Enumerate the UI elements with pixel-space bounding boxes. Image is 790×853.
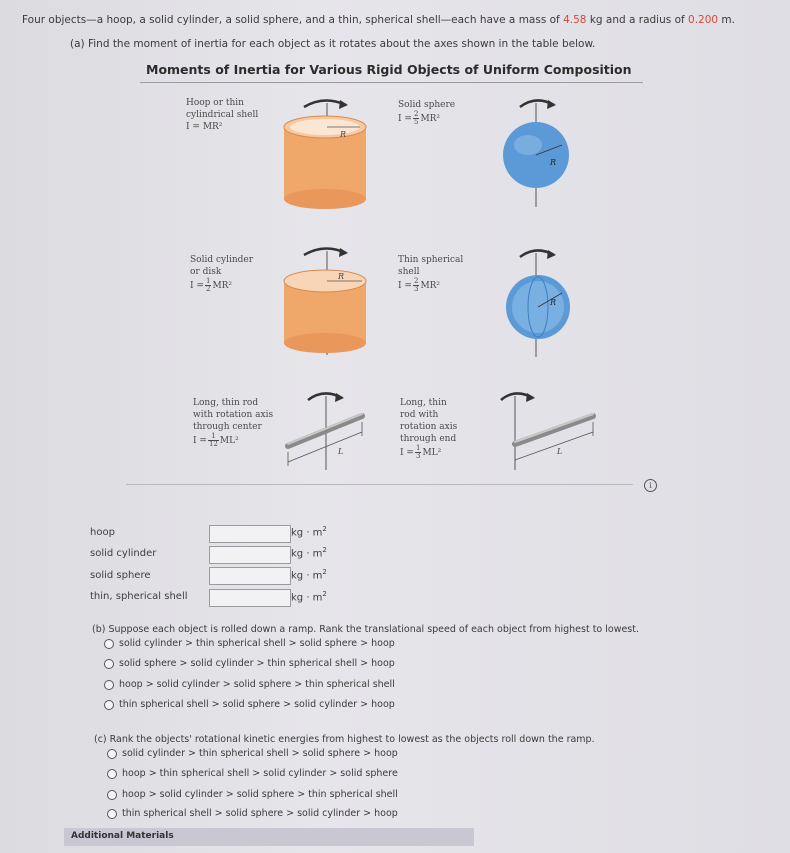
radio-button[interactable] [107, 790, 117, 800]
radio-button[interactable] [107, 809, 117, 819]
part-b-option[interactable]: solid sphere > solid cylinder > thin spherical shell > hoop [104, 658, 395, 669]
additional-materials-label: Additional Materials [71, 831, 174, 841]
hoop-label: hoop [90, 527, 115, 538]
solid-cylinder-label: solid cylinder [90, 548, 157, 559]
solid-cylinder-unit: kg · $m^2$ [291, 546, 327, 560]
part-c-prompt: (c) Rank the objects' rotational kinetic energies from highest to lowest as the objects roll down the ramp. [94, 734, 595, 745]
rod-end-figure [495, 388, 605, 473]
info-icon[interactable]: i [644, 479, 657, 492]
part-c-option[interactable]: solid cylinder > thin spherical shell > solid sphere > hoop [107, 748, 398, 759]
table-separator [126, 484, 633, 485]
additional-materials-bar[interactable] [64, 828, 474, 846]
rod-center-caption: Long, thin rod with rotation axis through center I = $\frac{1}{12}$ ML² [193, 398, 274, 448]
thin-shell-label: thin, spherical shell [90, 591, 188, 602]
rod-end-caption: Long, thin rod with rotation axis through end I = $\frac{1}{3}$ ML² [400, 398, 458, 460]
part-b-prompt: (b) Suppose each object is rolled down a ramp. Rank the translational speed of each object from highest to lowest. [92, 624, 640, 635]
hoop-input[interactable] [209, 525, 291, 543]
hoop-unit: kg · $m^2$ [291, 525, 327, 539]
thin-shell-input[interactable] [209, 589, 291, 607]
thin-shell-unit: kg · $m^2$ [291, 590, 327, 604]
problem-statement: Four objects—a hoop, a solid cylinder, a solid sphere, and a thin, spherical shell—each have a mass of 4.58 kg and a radius of 0.200 m. [22, 14, 735, 26]
svg-text:L: L [338, 447, 344, 456]
svg-text:R: R [340, 130, 347, 139]
radius-value: 0.200 [688, 14, 719, 26]
table-title: Moments of Inertia for Various Rigid Objects of Uniform Composition [146, 62, 632, 77]
part-b-option[interactable]: thin spherical shell > solid sphere > solid cylinder > hoop [104, 699, 395, 710]
radio-button[interactable] [104, 700, 114, 710]
svg-text:R: R [338, 272, 345, 281]
radio-button[interactable] [104, 639, 114, 649]
part-c-option[interactable]: hoop > thin spherical shell > solid cylinder > solid sphere [107, 768, 398, 779]
mass-value: 4.58 [563, 14, 587, 26]
rod-center-figure [282, 388, 382, 473]
solid-sphere-unit: kg · $m^2$ [291, 568, 327, 582]
solid-sphere-label: solid sphere [90, 570, 151, 581]
thin-shell-caption: Thin spherical shell I = $\frac{2}{3}$ MR² [398, 255, 464, 293]
radio-button[interactable] [107, 769, 117, 779]
svg-text:R: R [550, 158, 557, 167]
part-b-option[interactable]: solid cylinder > thin spherical shell > solid sphere > hoop [104, 638, 395, 649]
solid-cylinder-input[interactable] [209, 546, 291, 564]
hoop-figure [282, 95, 372, 210]
radio-button[interactable] [104, 659, 114, 669]
solid-sphere-figure [498, 95, 578, 210]
thin-shell-figure [498, 245, 578, 360]
solid-sphere-caption: Solid sphere I = $\frac{2}{5}$ MR² [398, 100, 456, 126]
solid-cylinder-caption: Solid cylinder or disk I = $\frac{1}{2}$ MR² [190, 255, 254, 293]
svg-text:R: R [550, 298, 557, 307]
svg-text:L: L [557, 447, 563, 456]
solid-sphere-input[interactable] [209, 567, 291, 585]
part-c-option[interactable]: hoop > solid cylinder > solid sphere > thin spherical shell [107, 789, 398, 800]
radio-button[interactable] [104, 680, 114, 690]
hoop-caption: Hoop or thin cylindrical shell I = MR² [186, 98, 259, 132]
part-c-option[interactable]: thin spherical shell > solid sphere > solid cylinder > hoop [107, 808, 398, 819]
solid-cylinder-figure [282, 243, 372, 358]
title-underline [140, 82, 643, 83]
radio-button[interactable] [107, 749, 117, 759]
part-a-prompt: (a) Find the moment of inertia for each object as it rotates about the axes shown in the table below. [70, 38, 596, 50]
part-b-option[interactable]: hoop > solid cylinder > solid sphere > thin spherical shell [104, 679, 395, 690]
